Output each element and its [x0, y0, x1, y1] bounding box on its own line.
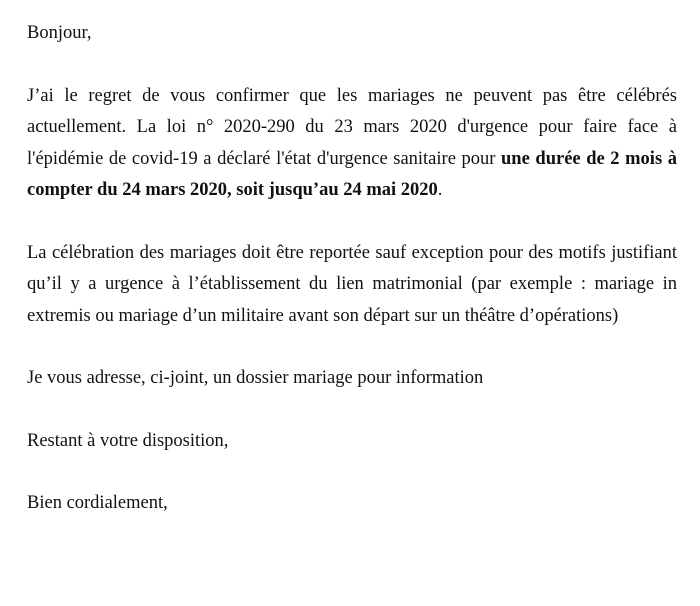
letter-body	[27, 18, 677, 551]
closing: Bien cordialement,	[27, 493, 168, 513]
paragraph-postponement: La célébration des mariages doit être reportée sauf exception pour des motifs justifiant qu’il y a urgence à l’établissement du lien matrimonial (par exemple : mariage in extremis ou mariage d’un militaire avant son départ sur un théâtre d’opérations)	[27, 242, 677, 326]
paragraph-covid-law-end: .	[437, 180, 443, 200]
paragraph-covid-law-text: J’ai le regret de vous confirmer que les mariages ne peuvent pas être célébrés actuellement. La loi n° 2020-290 du 23 mars 2020 d'urgence pour faire face à l'épidémie de covid-19 a déclaré l'état d'urgence sanitaire pour	[27, 85, 677, 169]
paragraph-covid-law-bold: une durée de 2 mois à compter du 24 mars 2020, soit jusqu’au 24 mai 2020	[27, 148, 677, 200]
paragraph-availability: Restant à votre disposition,	[27, 430, 229, 451]
paragraph-covid-law	[27, 81, 677, 207]
greeting: Bonjour,	[27, 23, 92, 43]
paragraph-dossier: Je vous adresse, ci-joint, un dossier mariage pour information	[27, 368, 484, 388]
